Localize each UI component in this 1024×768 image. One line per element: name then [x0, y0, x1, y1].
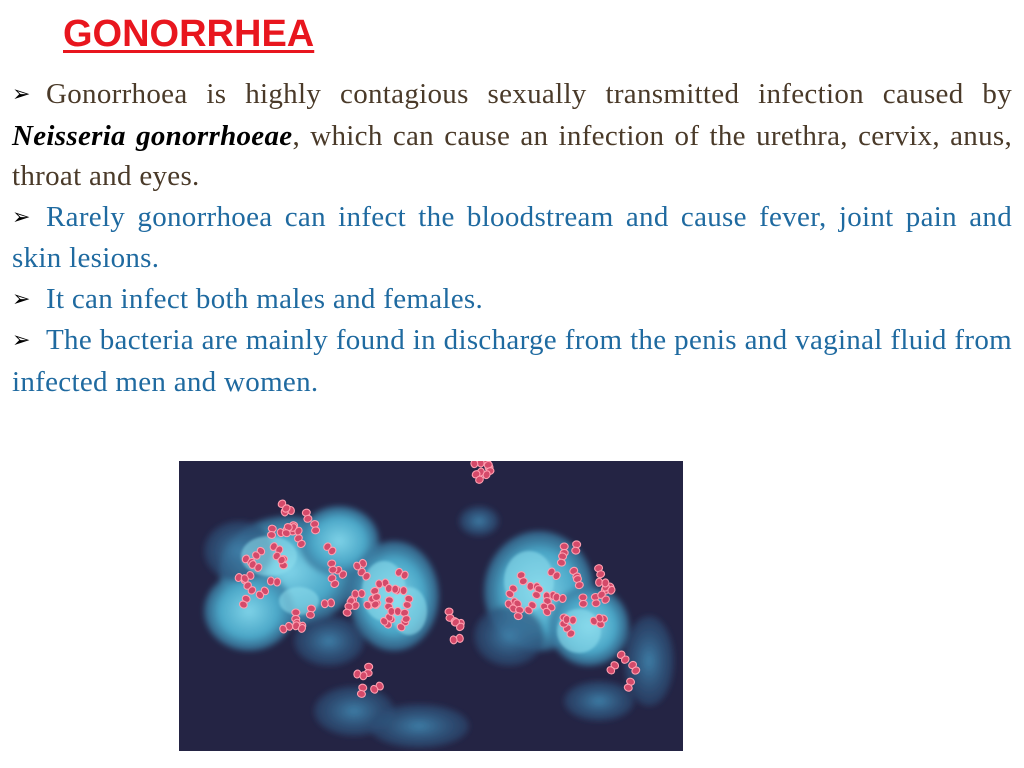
- bullet-item-1: [12, 74, 1012, 197]
- bacteria-name-emphasis: Neisseria gonorrhoeae: [12, 119, 293, 152]
- bullet-list: [12, 74, 1012, 402]
- bullet-text-2: Rarely gonorrhoea can infect the bloodstream and cause fever, joint pain and skin lesions.: [12, 200, 1012, 274]
- gonococci-micrograph: [179, 461, 683, 751]
- bullet-text-4: The bacteria are mainly found in discharge from the penis and vaginal fluid from infected men and women.: [12, 324, 1012, 398]
- bullet-item-4: [12, 320, 1012, 402]
- bullet-text-1-end: , which can cause an infection of the urethra, cervix, anus, throat and eyes.: [12, 119, 1013, 192]
- arrowhead-bullet-icon: ➢: [12, 204, 31, 230]
- arrowhead-bullet-icon: ➢: [12, 328, 31, 353]
- arrowhead-bullet-icon: ➢: [12, 286, 31, 312]
- bullet-item-3: [12, 279, 1012, 321]
- slide-title: GONORRHEA: [63, 13, 315, 55]
- microscope-image: [179, 461, 683, 751]
- bullet-text-1-start: Gonorrhoea is highly contagious sexually transmitted infection caused by: [46, 78, 1012, 110]
- bullet-text-3: It can infect both males and females.: [46, 282, 484, 315]
- arrowhead-bullet-icon: ➢: [12, 82, 31, 107]
- bullet-item-2: [12, 197, 1012, 279]
